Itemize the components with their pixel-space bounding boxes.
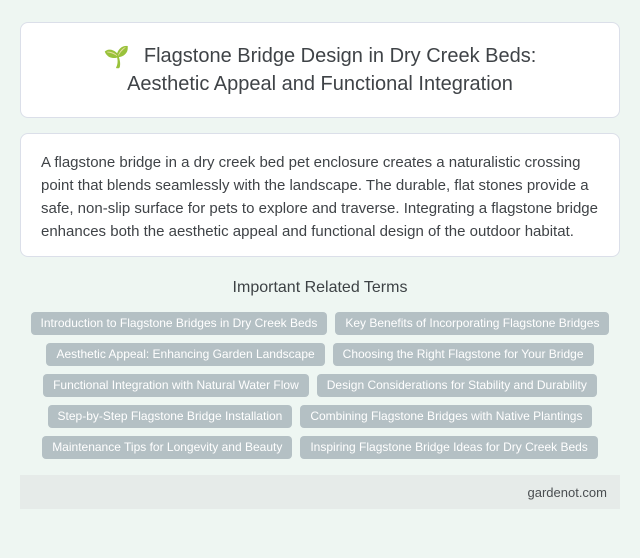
page-title-line2: Aesthetic Appeal and Functional Integration [127, 72, 513, 95]
tag-row [0, 405, 640, 428]
term-chip-maintenance-tips[interactable]: Maintenance Tips for Longevity and Beauty [42, 436, 292, 459]
article-header-card [20, 22, 620, 118]
related-terms-list [0, 312, 640, 459]
tag-row [0, 374, 640, 397]
term-chip-key-benefits[interactable]: Key Benefits of Incorporating Flagstone Bridges [335, 312, 609, 335]
term-chip-choosing-flagstone[interactable]: Choosing the Right Flagstone for Your Bridge [333, 343, 594, 366]
intro-card [20, 133, 620, 257]
seedling-icon: 🌱 [103, 45, 130, 69]
site-domain-text: gardenot.com [527, 484, 607, 500]
footer-bar [20, 475, 620, 509]
tag-row [0, 343, 640, 366]
term-chip-step-by-step-installation[interactable]: Step-by-Step Flagstone Bridge Installation [48, 405, 293, 428]
term-chip-functional-integration[interactable]: Functional Integration with Natural Water Flow [43, 374, 309, 397]
term-chip-aesthetic-appeal[interactable]: Aesthetic Appeal: Enhancing Garden Landscape [46, 343, 324, 366]
tag-row [0, 312, 640, 335]
page-title-line1: Flagstone Bridge Design in Dry Creek Beds: [143, 44, 537, 67]
tag-row [0, 436, 640, 459]
page-title [104, 43, 537, 98]
related-terms-heading: Important Related Terms [232, 279, 408, 296]
term-chip-design-considerations[interactable]: Design Considerations for Stability and Durability [317, 374, 597, 397]
term-chip-inspiring-ideas[interactable]: Inspiring Flagstone Bridge Ideas for Dry Creek Beds [300, 436, 597, 459]
term-chip-native-plantings[interactable]: Combining Flagstone Bridges with Native Plantings [300, 405, 592, 428]
term-chip-intro-flagstone-bridges[interactable]: Introduction to Flagstone Bridges in Dry Creek Beds [31, 312, 328, 335]
intro-paragraph: A flagstone bridge in a dry creek bed pet enclosure creates a naturalistic crossing point that blends seamlessly with the landscape. The durable, flat stones provide a safe, non-slip surface for pets to explore and traverse. Integrating a flagstone bridge enhances both the aesthetic appeal and functional design of the outdoor habitat. [41, 154, 598, 240]
